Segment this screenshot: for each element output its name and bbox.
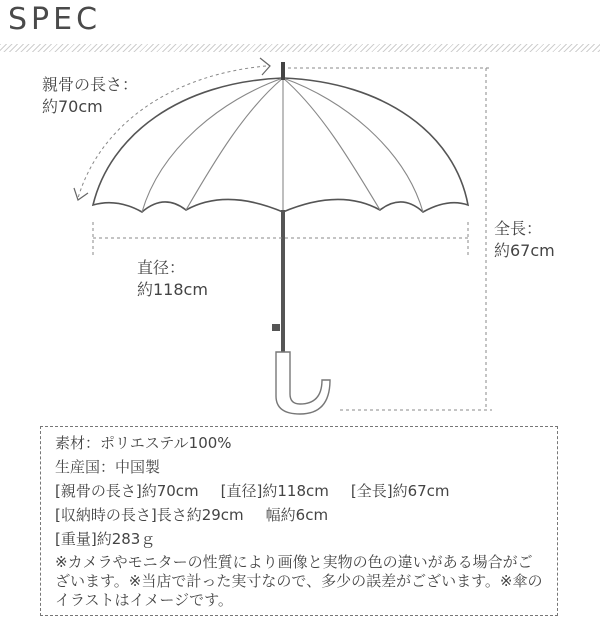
spec-origin: 生産国：中国製 <box>55 458 161 476</box>
diameter-title: 直径： <box>137 258 186 277</box>
spec-note: ※カメラやモニターの性質により画像と実物の色の違いがある場合がございます。※当店で計った実寸なので、多少の誤差がございます。※傘のイラストはイメージです。 <box>55 553 543 609</box>
page-title: SPEC <box>8 2 102 37</box>
spec-total: [全長]約67cm <box>350 482 450 500</box>
diameter-label <box>137 257 208 301</box>
spec-rib: [親骨の長さ]約70cm <box>55 482 199 500</box>
spec-stored <box>55 503 543 527</box>
rib-length-title: 親骨の長さ： <box>42 75 139 94</box>
spec-weight: [重量]約283ｇ <box>55 530 156 548</box>
rib-length-value: 約70cm <box>42 97 103 116</box>
spec-material: 素材：ポリエステル100% <box>55 434 232 452</box>
rib-length-label <box>42 74 138 118</box>
spec-box <box>40 426 558 616</box>
umbrella-handle <box>276 352 330 414</box>
total-length-title: 全長： <box>494 219 543 238</box>
spec-stored-length: [収納時の長さ]長さ約29cm <box>55 506 244 524</box>
diameter-value: 約118cm <box>137 280 208 299</box>
total-length-label <box>494 218 555 262</box>
umbrella-ribs <box>142 78 423 212</box>
spec-diameter: [直径]約118cm <box>220 482 329 500</box>
spec-dimensions <box>55 479 543 503</box>
spec-stored-width: 幅約6cm <box>265 506 329 524</box>
total-length-value: 約67cm <box>494 241 555 260</box>
umbrella-runner <box>272 324 280 331</box>
